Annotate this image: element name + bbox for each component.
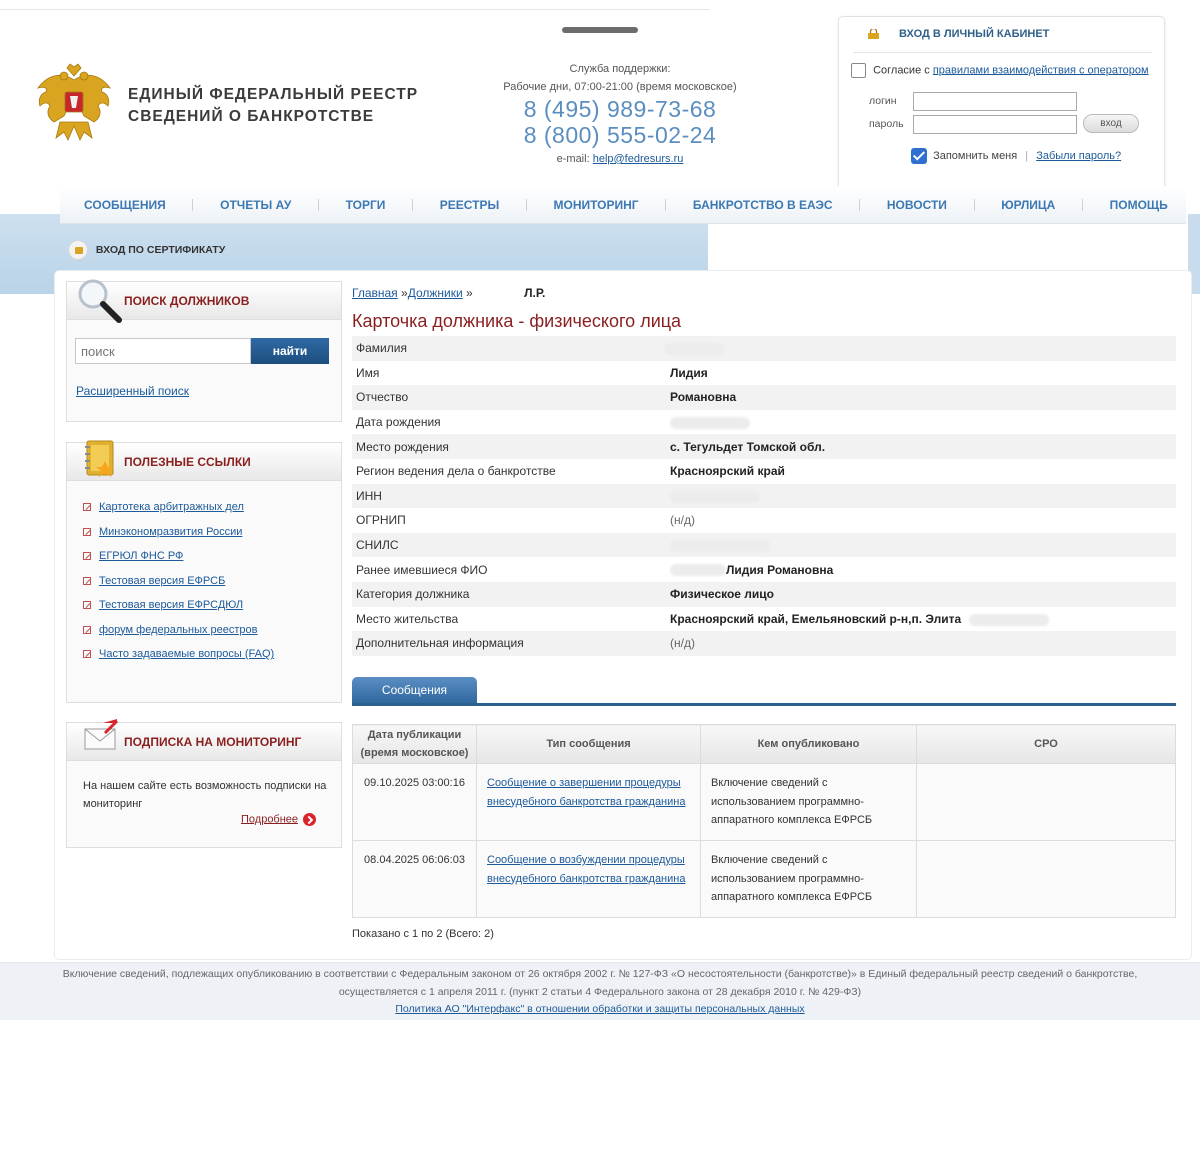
monitoring-header — [67, 723, 341, 761]
nav-item-help[interactable]: ПОМОЩЬ — [1109, 197, 1168, 212]
email-label: e-mail: — [556, 153, 590, 165]
support-hours: Рабочие дни, 07:00-21:00 (время московское) — [503, 81, 737, 93]
info-label: Категория должника — [352, 582, 666, 607]
nav-item-messages[interactable]: СООБЩЕНИЯ — [84, 197, 166, 212]
monitoring-box — [66, 722, 342, 848]
redacted-value — [969, 614, 1049, 626]
password-input[interactable] — [913, 115, 1077, 134]
footer — [0, 962, 1200, 1020]
info-label: Дополнительная информация — [352, 631, 666, 656]
nav-item-au-reports[interactable]: ОТЧЕТЫ АУ — [220, 197, 292, 212]
table-row — [352, 434, 1176, 459]
table-row — [352, 336, 1176, 361]
support-email — [480, 150, 760, 168]
external-link-icon — [83, 650, 91, 658]
useful-links-header — [67, 443, 341, 481]
info-value — [666, 557, 1176, 582]
debtor-info-table — [352, 336, 1176, 656]
page-title: Карточка должника - физического лица — [352, 311, 682, 331]
message-publisher: Включение сведений с использованием программно-аппаратного комплекса ЕФРСБ — [701, 841, 917, 918]
info-value: Лидия — [670, 365, 708, 380]
table-row — [352, 607, 1176, 632]
list-item — [83, 599, 274, 624]
message-sro — [917, 764, 1176, 841]
debtor-search-title: ПОИСК ДОЛЖНИКОВ — [124, 294, 250, 308]
tab-underline — [352, 703, 1176, 706]
breadcrumb-current: Л.Р. — [524, 286, 546, 300]
device-notch — [562, 27, 638, 33]
column-header-publisher: Кем опубликовано — [701, 725, 917, 764]
breadcrumb-separator: » — [401, 286, 408, 300]
link-faq[interactable]: Часто задаваемые вопросы (FAQ) — [99, 648, 275, 660]
debtor-search-input[interactable] — [75, 338, 251, 364]
login-divider — [853, 52, 1152, 53]
login-label: логин — [869, 95, 897, 107]
message-date: 08.04.2025 06:06:03 — [353, 841, 477, 918]
list-item — [83, 648, 274, 673]
debtor-search-header — [67, 282, 341, 320]
logo-line-2: СВЕДЕНИЙ О БАНКРОТСТВЕ — [128, 108, 375, 125]
external-link-icon — [83, 552, 91, 560]
advanced-search-link[interactable]: Расширенный поиск — [76, 384, 189, 398]
table-row — [353, 764, 1176, 841]
debtor-search-box — [66, 281, 342, 422]
message-publisher: Включение сведений с использованием программно-аппаратного комплекса ЕФРСБ — [701, 764, 917, 841]
remember-checkbox[interactable] — [911, 148, 927, 164]
site-logo-text[interactable] — [128, 84, 418, 128]
password-label: пароль — [869, 118, 904, 130]
logo-line-1: ЕДИНЫЙ ФЕДЕРАЛЬНЫЙ РЕЕСТР — [128, 86, 419, 103]
list-item — [83, 526, 274, 551]
info-label: Дата рождения — [356, 415, 441, 430]
agreement-rules-link[interactable]: правилами взаимодействия с оператором — [932, 64, 1149, 77]
info-label: Отчество — [352, 385, 666, 410]
nav-divider — [526, 199, 527, 211]
nav-item-monitoring[interactable]: МОНИТОРИНГ — [553, 197, 639, 212]
monitoring-more-link[interactable]: Подробнее — [241, 813, 299, 826]
support-phone-2: 8 (800) 555-02-24 — [523, 122, 717, 148]
table-row — [352, 557, 1176, 582]
message-sro — [917, 841, 1176, 918]
table-row — [352, 484, 1176, 509]
message-type — [477, 841, 701, 918]
monitoring-title: ПОДПИСКА НА МОНИТОРИНГ — [124, 735, 302, 749]
login-title: ВХОД В ЛИЧНЫЙ КАБИНЕТ — [899, 28, 1050, 40]
info-label: Регион ведения дела о банкротстве — [356, 464, 556, 479]
login-submit-button[interactable]: вход — [1083, 114, 1139, 133]
certificate-login[interactable] — [68, 240, 225, 260]
link-test-efrsdyul[interactable]: Тестовая версия ЕФРСДЮЛ — [99, 599, 244, 611]
info-value — [666, 533, 1176, 558]
redacted-value — [670, 417, 750, 429]
message-date: 09.10.2025 03:00:16 — [353, 764, 477, 841]
email-link[interactable]: help@fedresurs.ru — [592, 153, 684, 165]
external-link-icon — [83, 503, 91, 511]
external-link-icon — [83, 577, 91, 585]
previous-name-value: Лидия Романовна — [726, 562, 834, 577]
nav-divider — [192, 199, 193, 211]
table-row — [352, 410, 1176, 435]
agreement-text: Согласие с — [873, 64, 930, 77]
list-item — [83, 501, 274, 526]
info-label: СНИЛС — [352, 533, 666, 558]
info-value: (н/д) — [666, 631, 1176, 656]
login-input[interactable] — [913, 92, 1077, 111]
external-link-icon — [83, 626, 91, 634]
redacted-value — [670, 564, 726, 576]
footer-legal-line-1: Включение сведений, подлежащих опубликованию в соответствии с Федеральным законом от 26 октября 2002 г. № 127-ФЗ «О несостоятельности (банкротстве)» в Единый федеральный реестр сведений о банкротстве, — [62, 968, 1138, 980]
notebook-icon — [83, 439, 117, 479]
table-row — [352, 582, 1176, 607]
support-phone-1: 8 (495) 989-73-68 — [523, 96, 717, 122]
info-value: с. Тегульдет Томской обл. — [666, 434, 1176, 459]
info-value — [666, 410, 1176, 435]
table-header-row — [353, 725, 1176, 764]
messages-table — [352, 724, 1176, 918]
nav-divider — [1082, 199, 1083, 211]
useful-links-title: ПОЛЕЗНЫЕ ССЫЛКИ — [124, 455, 251, 469]
external-link-icon — [83, 528, 91, 536]
redacted-value — [670, 491, 760, 503]
nav-divider — [859, 199, 860, 211]
link-test-efrsb[interactable]: Тестовая версия ЕФРСБ — [99, 574, 226, 587]
info-label: ИНН — [352, 484, 666, 509]
column-header-sro: СРО — [917, 725, 1176, 764]
nav-divider — [318, 199, 319, 211]
agreement-row — [851, 63, 1149, 78]
column-header-date: Дата публикации (время московское) — [353, 725, 477, 764]
info-label: Место рождения — [352, 434, 666, 459]
info-label: Имя — [356, 365, 380, 380]
residence-value: Красноярский край, Емельяновский р-н,п. Элита — [670, 611, 962, 626]
certificate-login-label: ВХОД ПО СЕРТИФИКАТУ — [95, 243, 226, 256]
nav-item-eaeu-bankruptcy[interactable]: БАНКРОТСТВО В ЕАЭС — [692, 197, 833, 212]
info-value — [666, 607, 1176, 632]
footer-legal-line-2: осуществляется с 1 апреля 2011 г. (пункт 2 статьи 4 Федерального закона от 28 декабря 2010 г. № 429-ФЗ) — [338, 986, 862, 998]
external-link-icon — [83, 601, 91, 609]
monitoring-text: На нашем сайте есть возможность подписки на мониторинг — [83, 780, 327, 810]
info-value: Романовна — [666, 385, 1176, 410]
column-header-type: Тип сообщения — [477, 725, 701, 764]
info-value: (н/д) — [670, 513, 695, 528]
link-egrul[interactable]: ЕГРЮЛ ФНС РФ — [99, 550, 184, 562]
list-item — [83, 550, 274, 575]
nav-item-legal-entities[interactable]: ЮРЛИЦА — [1001, 197, 1056, 212]
main-nav — [60, 186, 1186, 224]
message-link[interactable]: Сообщение о завершении процедуры внесудебного банкротства гражданина — [487, 777, 686, 808]
breadcrumb — [352, 286, 545, 300]
nav-divider — [412, 199, 413, 211]
debtor-search-button[interactable]: найти — [251, 338, 329, 364]
useful-links-list — [83, 501, 274, 673]
list-item — [83, 575, 274, 600]
list-item — [83, 624, 274, 649]
table-row — [352, 385, 1176, 410]
separator: | — [1025, 149, 1029, 162]
info-label: Фамилия — [352, 336, 666, 361]
nav-item-auctions[interactable]: ТОРГИ — [345, 197, 386, 212]
nav-item-news[interactable]: НОВОСТИ — [886, 197, 947, 212]
table-row — [352, 533, 1176, 558]
link-arbitration-cases[interactable]: Картотека арбитражных дел — [99, 501, 244, 513]
info-value — [666, 336, 1176, 361]
privacy-policy-link[interactable]: Политика АО "Интерфакс" в отношении обработки и защиты персональных данных — [395, 1003, 805, 1015]
monitoring-more[interactable] — [241, 813, 316, 826]
login-box — [838, 16, 1165, 192]
breadcrumb-separator: » — [466, 286, 473, 300]
table-row — [352, 361, 1176, 386]
remember-row — [911, 148, 1121, 164]
tab-messages[interactable]: Сообщения — [352, 677, 477, 704]
redacted-value — [670, 540, 770, 552]
lock-icon — [868, 29, 879, 39]
top-divider — [0, 9, 710, 10]
envelope-icon — [83, 719, 119, 755]
table-row — [352, 508, 1176, 533]
link-ministry-economy[interactable]: Минэкономразвития России — [99, 525, 243, 538]
breadcrumb-debtors[interactable]: Должники — [407, 286, 463, 300]
info-label: Место жительства — [356, 611, 459, 626]
support-label: Служба поддержки: — [569, 63, 671, 75]
forgot-password-link[interactable]: Забыли пароль? — [1036, 149, 1122, 162]
agreement-checkbox[interactable] — [851, 63, 866, 78]
info-value: Физическое лицо — [666, 582, 1176, 607]
message-link[interactable]: Сообщение о возбуждении процедуры внесудебного банкротства гражданина — [487, 854, 686, 885]
certificate-lock-icon — [68, 240, 88, 260]
useful-links-box — [66, 442, 342, 703]
breadcrumb-home[interactable]: Главная — [352, 286, 398, 300]
info-label: Ранее имевшиеся ФИО — [356, 562, 488, 577]
coat-of-arms-icon — [34, 62, 114, 144]
info-value — [666, 484, 1176, 509]
message-type — [477, 764, 701, 841]
link-forum[interactable]: форум федеральных реестров — [99, 623, 258, 636]
table-row — [352, 459, 1176, 484]
nav-divider — [974, 199, 975, 211]
redacted-value — [664, 343, 724, 355]
info-value: Красноярский край — [670, 464, 785, 479]
support-block — [480, 60, 760, 168]
table-row — [353, 841, 1176, 918]
arrow-right-icon — [303, 813, 316, 826]
remember-label: Запомнить меня — [933, 149, 1018, 162]
nav-divider — [665, 199, 666, 211]
magnifier-icon — [73, 276, 123, 326]
info-label: ОГРНИП — [356, 513, 406, 528]
table-row — [352, 631, 1176, 656]
pagination-summary: Показано с 1 по 2 (Всего: 2) — [352, 928, 494, 940]
nav-item-registries[interactable]: РЕЕСТРЫ — [439, 197, 500, 212]
